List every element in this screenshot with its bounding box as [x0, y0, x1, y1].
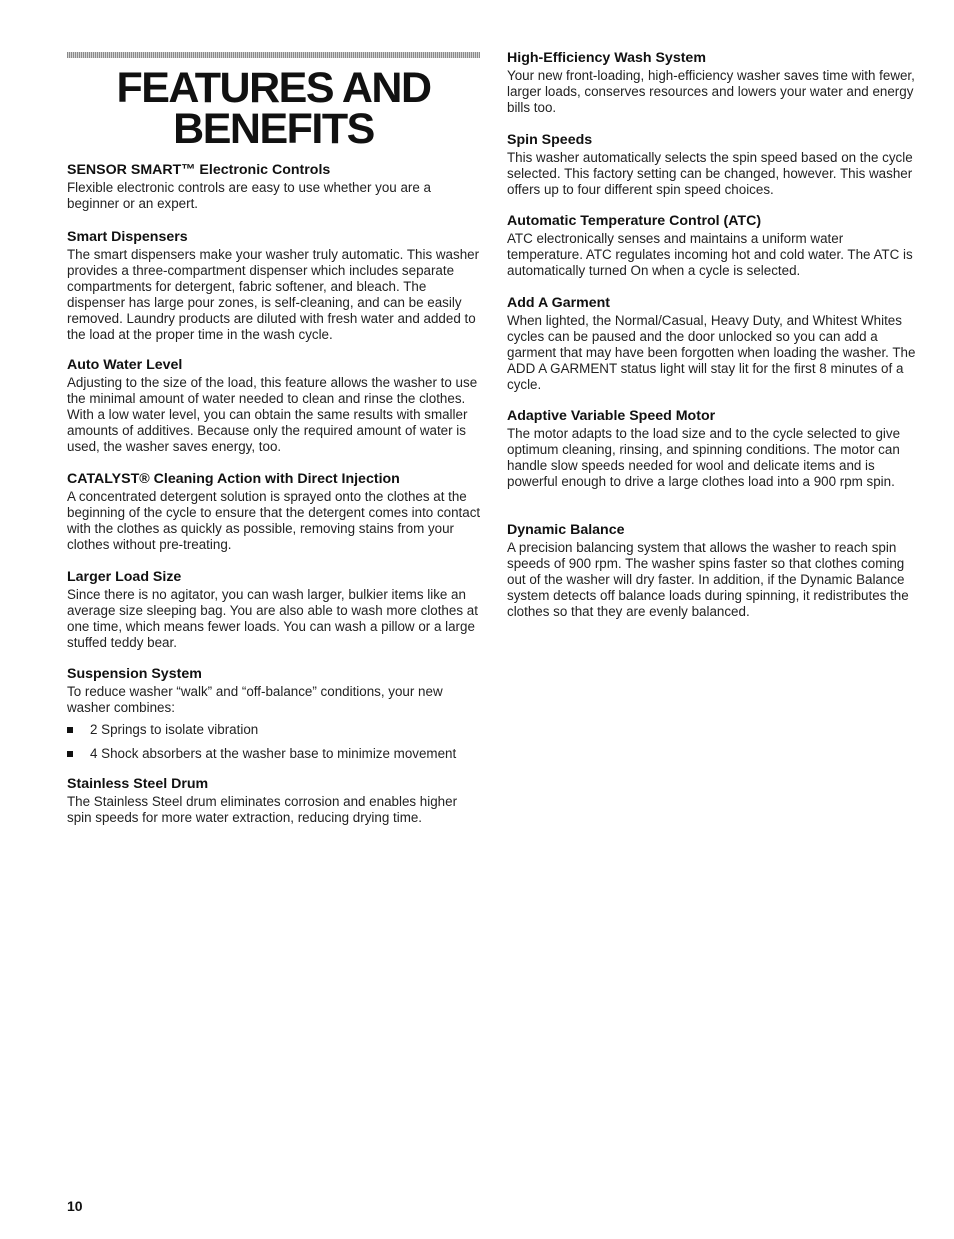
section-stainless-steel-drum	[67, 775, 481, 826]
section-body: The Stainless Steel drum eliminates corrosion and enables higher spin speeds for more water extraction, reducing drying time.	[67, 794, 458, 825]
section-heading: Adaptive Variable Speed Motor	[507, 408, 716, 424]
section-smart-dispensers	[67, 228, 481, 342]
section-body: Since there is no agitator, you can wash larger, bulkier items like an average size sleeping bag. You are also able to wash more clothes at one time, which means fewer loads. You can wash a pillow or a large stuffed teddy bear.	[67, 587, 478, 650]
page-title-line-2: BENEFITS	[173, 105, 374, 153]
section-heading: Suspension System	[67, 666, 202, 682]
section-heading: Spin Speeds	[507, 132, 593, 148]
section-larger-load-size	[67, 568, 481, 651]
section-auto-water-level	[67, 356, 481, 455]
suspension-bullet-list	[67, 722, 481, 762]
list-item-text: 2 Springs to isolate vibration	[90, 721, 259, 737]
section-body: This washer automatically selects the spin speed based on the cycle selected. This factory setting can be changed, however. This washer offers up to four different spin speed choices.	[507, 150, 913, 197]
list-item	[67, 746, 481, 762]
section-dynamic-balance	[507, 521, 919, 620]
section-body: To reduce washer “walk” and “off-balance” conditions, your new washer combines:	[67, 684, 443, 715]
page-title	[67, 64, 480, 153]
bullet-square-icon	[67, 751, 73, 757]
page-title-line-1: FEATURES AND	[116, 64, 431, 112]
section-atc	[507, 212, 919, 279]
section-sensor-smart	[67, 161, 481, 212]
section-high-efficiency	[507, 49, 919, 116]
section-body: Your new front-loading, high-efficiency washer saves time with fewer, larger loads, conserves resources and lowers your water and energy bills too.	[507, 68, 915, 115]
section-add-a-garment	[507, 294, 919, 393]
bullet-square-icon	[67, 727, 73, 733]
section-heading: Larger Load Size	[67, 569, 182, 585]
section-body: When lighted, the Normal/Casual, Heavy Duty, and Whitest Whites cycles can be paused and the door unlocked so you can add a garment that may have been forgotten when loading the washer. The ADD A GARMENT status light will stay lit for the first 8 minutes of a cycle.	[507, 313, 916, 392]
section-body: A precision balancing system that allows the washer to reach spin speeds of 900 rpm. The washer spins faster so that clothes coming out of the washer will dry faster. In addition, if the Dynamic Balance system detects off balance loads during spinning, it redistributes the clothes so that they are evenly balanced.	[507, 540, 909, 619]
page-number: 10	[67, 1198, 83, 1214]
section-body: ATC electronically senses and maintains a uniform water temperature. ATC regulates incoming hot and cold water. The ATC is automatically turned On when a cycle is selected.	[507, 231, 913, 278]
section-catalyst	[67, 470, 481, 553]
header-rule	[67, 52, 480, 58]
section-suspension-system	[67, 665, 481, 762]
section-heading: Automatic Temperature Control (ATC)	[507, 213, 762, 229]
section-body: Flexible electronic controls are easy to use whether you are a beginner or an expert.	[67, 180, 431, 211]
section-spin-speeds	[507, 131, 919, 198]
section-heading: Smart Dispensers	[67, 229, 188, 245]
section-adaptive-motor	[507, 407, 919, 490]
section-heading: Add A Garment	[507, 295, 610, 311]
list-item-text: 4 Shock absorbers at the washer base to minimize movement	[90, 745, 457, 761]
list-item	[67, 722, 481, 738]
section-heading: Auto Water Level	[67, 357, 183, 373]
section-heading: CATALYST® Cleaning Action with Direct Injection	[67, 471, 400, 487]
section-heading: Dynamic Balance	[507, 522, 625, 538]
section-body: A concentrated detergent solution is sprayed onto the clothes at the beginning of the cycle to ensure that the detergent comes into contact with the clothes as quickly as possible, removing stains from your clothes without pre-treating.	[67, 489, 481, 552]
section-heading: High-Efficiency Wash System	[507, 50, 706, 66]
section-heading: SENSOR SMART™ Electronic Controls	[67, 162, 331, 178]
section-body: The smart dispensers make your washer truly automatic. This washer provides a three-compartment dispenser which includes separate compartments for detergent, fabric softener, and bleach. The dispenser has large pour zones, is self-cleaning, and can be easily removed. Laundry products are diluted with fresh water and added to the load at the proper time in the wash cycle.	[67, 247, 480, 342]
section-heading: Stainless Steel Drum	[67, 776, 209, 792]
section-body: Adjusting to the size of the load, this feature allows the washer to use the minimal amount of water needed to clean and rinse the clothes. With a low water level, you can obtain the same results with smaller amounts of additives. Because only the required amount of water is used, the washer saves energy, too.	[67, 375, 478, 454]
section-body: The motor adapts to the load size and to the cycle selected to give optimum cleaning, rinsing, and spinning conditions. The motor can handle slow speeds needed for wool and delicate items and is powerful enough to drive a large clothes load into a 900 rpm spin.	[507, 426, 901, 489]
